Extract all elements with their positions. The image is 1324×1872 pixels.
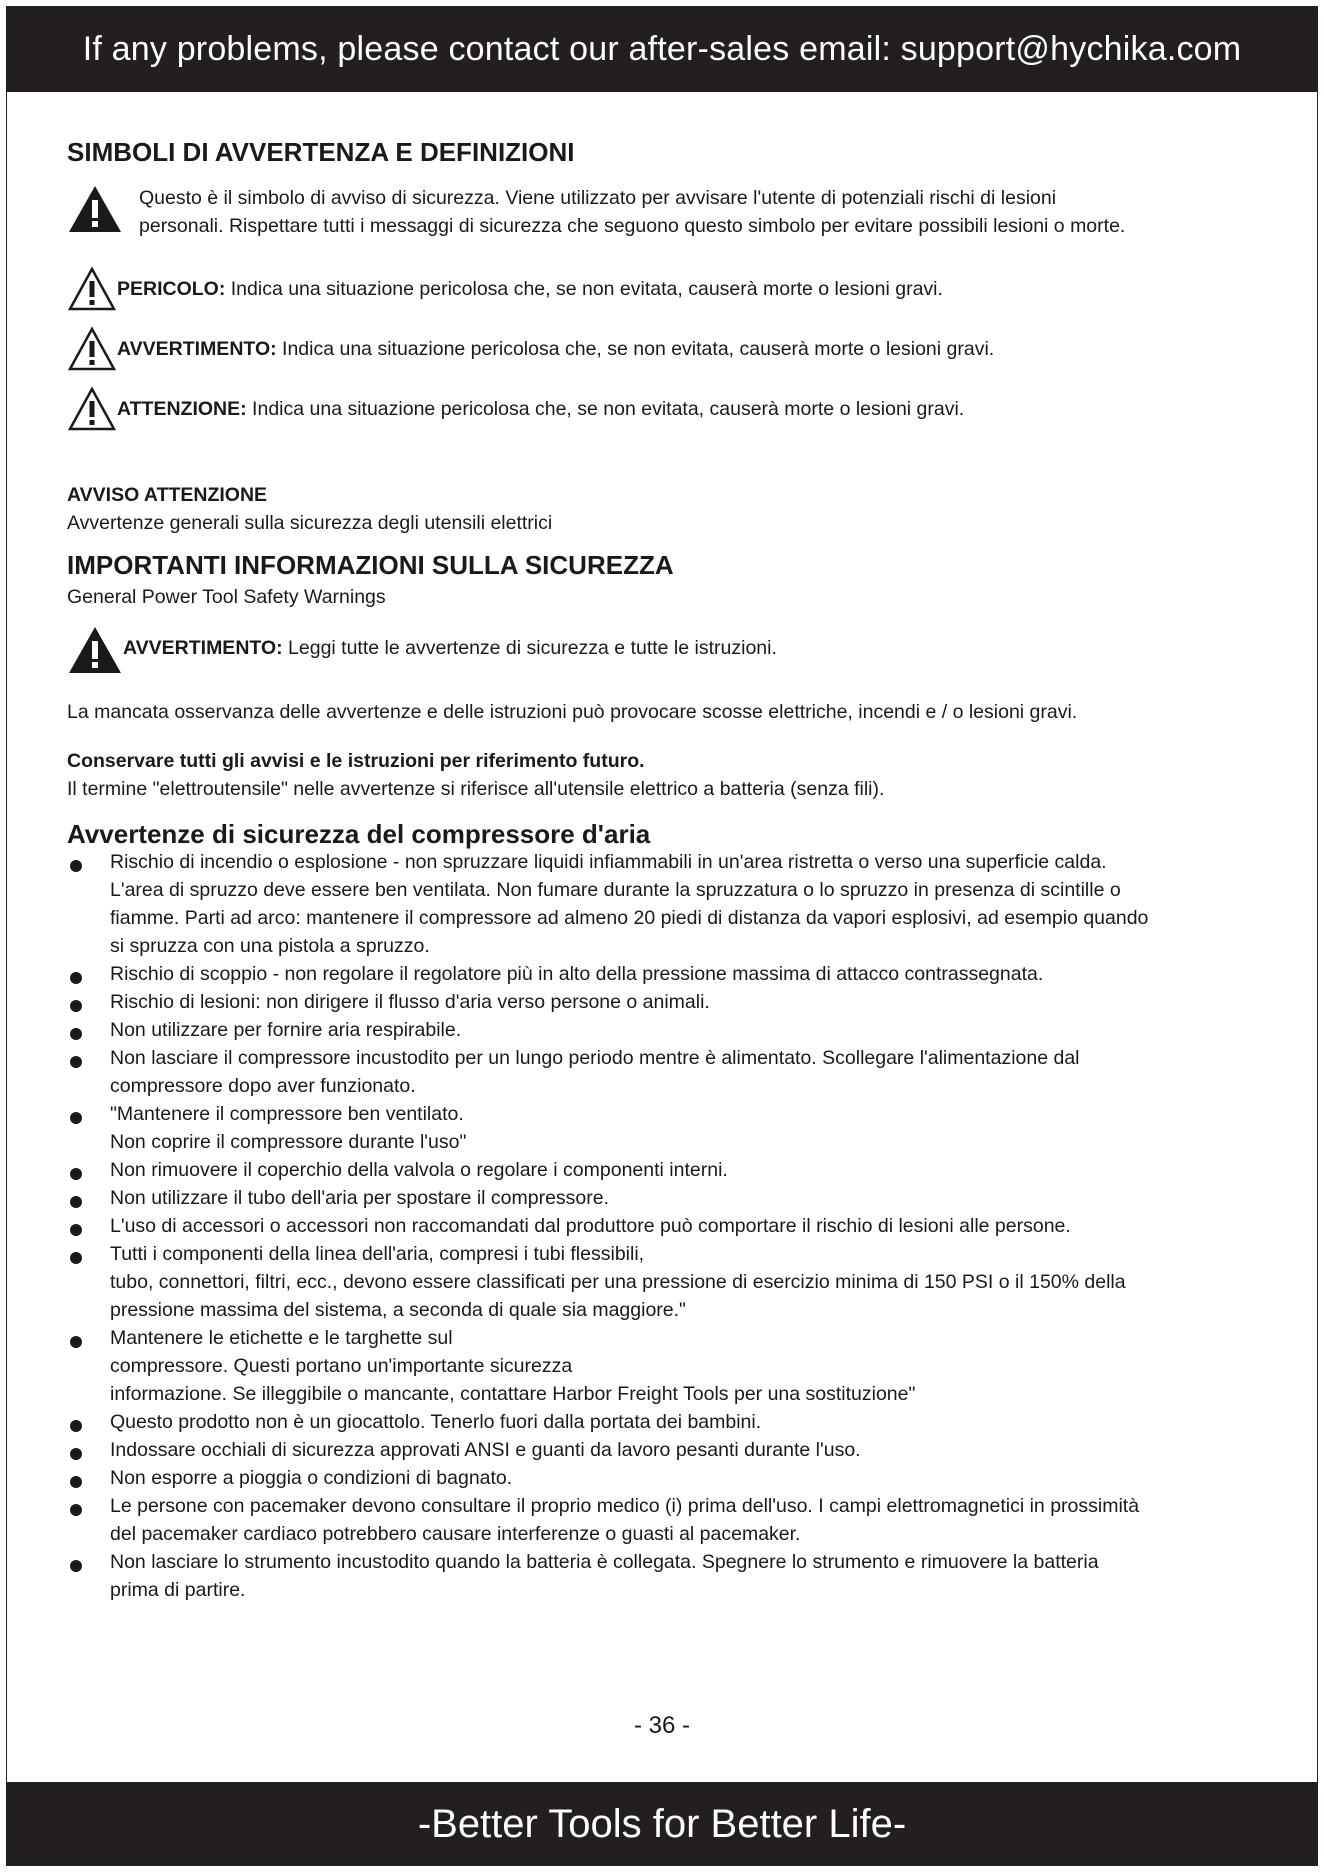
definition-term: ATTENZIONE: <box>117 398 247 420</box>
compressor-warnings-list <box>67 848 1263 1604</box>
bullet-dot-icon <box>70 1336 82 1348</box>
notice-title: AVVISO ATTENZIONE <box>67 484 268 506</box>
page-number: - 36 - <box>633 1712 690 1739</box>
bullet-dot-icon <box>70 1028 82 1040</box>
bullet-dot-icon <box>70 1252 82 1264</box>
bullet-line: informazione. Se illeggibile o mancante, contattare Harbor Freight Tools per una sostituzione" <box>110 1383 916 1405</box>
bullet-line: L'uso di accessori o accessori non raccomandati dal produttore può comportare il rischio di lesioni alle persone. <box>110 1215 1071 1237</box>
bullet-line: Rischio di incendio o esplosione - non spruzzare liquidi infiammabili in un'area ristretta o verso una superficie calda. <box>110 851 1107 873</box>
warning-triangle-outline-icon <box>67 266 117 317</box>
warning-bullet-item <box>67 848 1263 960</box>
definitions-list <box>67 266 1263 437</box>
bullet-line: compressore dopo aver funzionato. <box>110 1075 416 1097</box>
bullet-dot-icon <box>70 1476 82 1488</box>
warning-triangle-outline-icon <box>67 386 117 437</box>
read-warnings-row <box>67 625 1263 680</box>
warning-bullet-item <box>67 1044 1263 1100</box>
warning-term: AVVERTIMENTO: <box>123 637 283 659</box>
footer-slogan: -Better Tools for Better Life- <box>417 1801 907 1846</box>
definition-text: Indica una situazione pericolosa che, se non evitata, causerà morte o lesioni gravi. <box>276 338 995 360</box>
warning-bullet-item <box>67 988 1263 1016</box>
bullet-dot-icon <box>70 1504 82 1516</box>
bullet-line: tubo, connettori, filtri, ecc., devono essere classificati per una pressione di esercizio minima di 150 PSI o il 150% della <box>110 1271 1126 1293</box>
bullet-line: Non lasciare lo strumento incustodito quando la batteria è collegata. Spegnere lo strumento e rimuovere la batteria <box>110 1551 1099 1573</box>
warning-triangle-filled-icon <box>67 625 123 680</box>
intro-line: Questo è il simbolo di avviso di sicurezza. Viene utilizzato per avvisare l'utente di potenziali rischi di lesioni <box>139 187 1057 209</box>
bullet-line: prima di partire. <box>110 1579 246 1601</box>
bullet-line: del pacemaker cardiaco potrebbero causare interferenze o guasti al pacemaker. <box>110 1523 801 1545</box>
warning-bullet-item <box>67 1240 1263 1324</box>
definition-attenzione <box>67 386 1263 437</box>
safety-alert-text <box>139 184 1125 240</box>
page-content <box>67 130 1263 1604</box>
bullet-line: fiamme. Parti ad arco: mantenere il compressore ad almeno 20 piedi di distanza da vapori esplosivi, ad esempio quando <box>110 907 1149 929</box>
bullet-line: Rischio di lesioni: non dirigere il flusso d'aria verso persone o animali. <box>110 991 710 1013</box>
header-banner <box>6 6 1318 92</box>
bullet-line: Non rimuovere il coperchio della valvola o regolare i componenti interni. <box>110 1159 728 1181</box>
warning-bullet-item <box>67 1184 1263 1212</box>
bullet-line: Non coprire il compressore durante l'uso" <box>110 1131 467 1153</box>
definition-pericolo <box>67 266 1263 317</box>
warning-bullet-item <box>67 1212 1263 1240</box>
warning-text: Leggi tutte le avvertenze di sicurezza e tutte le istruzioni. <box>282 637 777 659</box>
bullet-line: Non lasciare il compressore incustodito per un lungo periodo mentre è alimentato. Scollegare l'alimentazione dal <box>110 1047 1080 1069</box>
warning-bullet-item <box>67 1464 1263 1492</box>
important-title: IMPORTANTI INFORMAZIONI SULLA SICUREZZA <box>67 550 674 580</box>
bullet-dot-icon <box>70 1168 82 1180</box>
warning-bullet-item <box>67 1408 1263 1436</box>
warning-bullet-item <box>67 1100 1263 1156</box>
power-tool-term: Il termine "elettroutensile" nelle avvertenze si riferisce all'utensile elettrico a batteria (senza fili). <box>67 778 885 800</box>
warning-bullet-item <box>67 1156 1263 1184</box>
definition-term: PERICOLO: <box>117 278 226 300</box>
bullet-dot-icon <box>70 1056 82 1068</box>
warning-bullet-item <box>67 960 1263 988</box>
warning-triangle-filled-icon <box>67 184 123 239</box>
bullet-line: Indossare occhiali di sicurezza approvati ANSI e guanti da lavoro pesanti durante l'uso. <box>110 1439 861 1461</box>
warning-bullet-item <box>67 1016 1263 1044</box>
symbols-title: SIMBOLI DI AVVERTENZA E DEFINIZIONI <box>67 137 575 167</box>
bullet-line: Non utilizzare per fornire aria respirabile. <box>110 1019 462 1041</box>
footer-banner <box>6 1782 1318 1866</box>
bullet-line: Mantenere le etichette e le targhette sul <box>110 1327 453 1349</box>
bullet-dot-icon <box>70 1112 82 1124</box>
bullet-dot-icon <box>70 1000 82 1012</box>
bullet-line: Le persone con pacemaker devono consultare il proprio medico (i) prima dell'uso. I campi elettromagnetici in prossimità <box>110 1495 1140 1517</box>
bullet-line: Questo prodotto non è un giocattolo. Tenerlo fuori dalla portata dei bambini. <box>110 1411 762 1433</box>
bullet-dot-icon <box>70 1560 82 1572</box>
definition-text: Indica una situazione pericolosa che, se non evitata, causerà morte o lesioni gravi. <box>246 398 965 420</box>
bullet-line: L'area di spruzzo deve essere ben ventilata. Non fumare durante la spruzzatura o lo spruzzo in presenza di scintille o <box>110 879 1121 901</box>
bullet-dot-icon <box>70 860 82 872</box>
bullet-dot-icon <box>70 1448 82 1460</box>
bullet-line: "Mantenere il compressore ben ventilato. <box>110 1103 464 1125</box>
warning-bullet-item <box>67 1492 1263 1548</box>
bullet-line: si spruzza con una pistola a spruzzo. <box>110 935 430 957</box>
warning-bullet-item <box>67 1548 1263 1604</box>
notice-section <box>67 481 1263 537</box>
bullet-line: compressore. Questi portano un'importante sicurezza <box>110 1355 573 1377</box>
bullet-dot-icon <box>70 1224 82 1236</box>
bullet-line: Rischio di scoppio - non regolare il regolatore più in alto della pressione massima di attacco contrassegnata. <box>110 963 1044 985</box>
header-text: If any problems, please contact our after-sales email: support@hychika.com <box>82 29 1242 68</box>
definition-avvertimento <box>67 326 1263 377</box>
warning-bullet-item <box>67 1324 1263 1408</box>
warning-bullet-item <box>67 1436 1263 1464</box>
warning-triangle-outline-icon <box>67 326 117 377</box>
failure-text: La mancata osservanza delle avvertenze e delle istruzioni può provocare scosse elettriche, incendi e / o lesioni gravi. <box>67 701 1078 723</box>
bullet-dot-icon <box>70 972 82 984</box>
bullet-line: Non esporre a pioggia o condizioni di bagnato. <box>110 1467 513 1489</box>
definition-text: Indica una situazione pericolosa che, se non evitata, causerà morte o lesioni gravi. <box>225 278 943 300</box>
bullet-line: pressione massima del sistema, a seconda di quale sia maggiore." <box>110 1299 686 1321</box>
definition-term: AVVERTIMENTO: <box>117 338 277 360</box>
bullet-dot-icon <box>70 1196 82 1208</box>
keep-instructions: Conservare tutti gli avvisi e le istruzioni per riferimento futuro. <box>67 750 645 772</box>
bullet-line: Non utilizzare il tubo dell'aria per spostare il compressore. <box>110 1187 610 1209</box>
notice-subtitle: Avvertenze generali sulla sicurezza degli utensili elettrici <box>67 512 553 534</box>
safety-alert-intro <box>67 184 1263 240</box>
bullet-dot-icon <box>70 1420 82 1432</box>
intro-line: personali. Rispettare tutti i messaggi di sicurezza che seguono questo simbolo per evitare possibili lesioni o morte. <box>139 215 1126 237</box>
compressor-title: Avvertenze di sicurezza del compressore d'aria <box>67 819 651 849</box>
bullet-line: Tutti i componenti della linea dell'aria, compresi i tubi flessibili, <box>110 1243 645 1265</box>
important-subtitle: General Power Tool Safety Warnings <box>67 586 386 608</box>
